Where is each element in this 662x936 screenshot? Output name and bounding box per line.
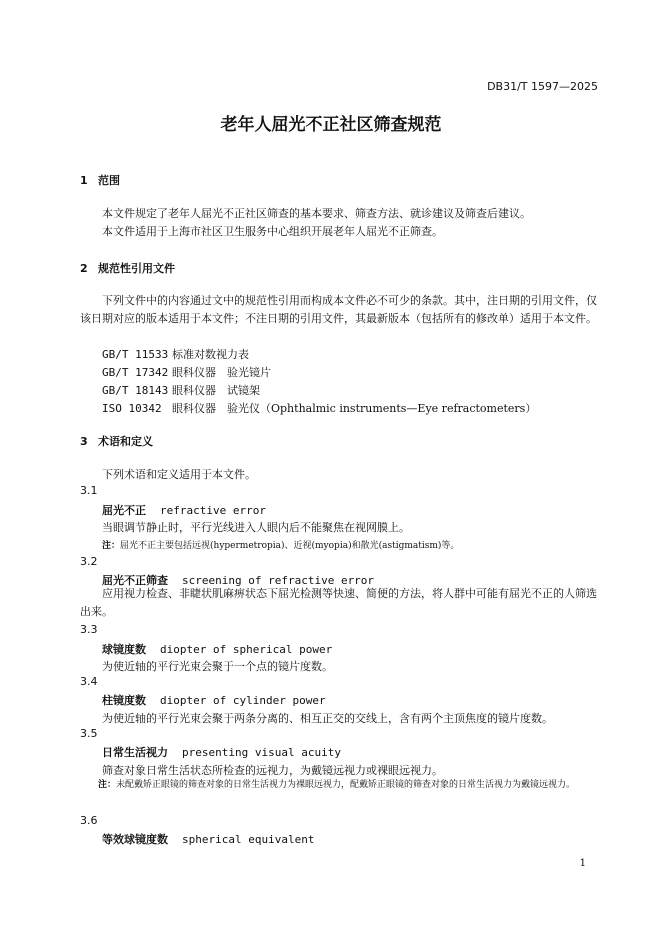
document-number: DB31/T 1597—2025 <box>487 80 598 93</box>
note <box>102 538 459 551</box>
section-number: 1 <box>80 174 88 187</box>
paragraph: 下列文件中的内容通过文中的规范性引用而构成本文件必不可少的条款。其中，注日期的引用文件，仅该日期对应的版本适用于本文件；不注日期的引用文件，其最新版本（包括所有的修改单）适用于本文件。 <box>80 294 597 325</box>
term-en: diopter of cylinder power <box>160 694 326 707</box>
document-title: 老年人屈光不正社区筛查规范 <box>220 115 442 135</box>
reference-code: ISO 10342 <box>102 402 162 415</box>
term-en: presenting visual acuity <box>182 746 341 759</box>
term-number: 3.1 <box>80 484 98 497</box>
term-definition: 当眼调节静止时，平行光线进入人眼内后不能聚焦在视网膜上。 <box>102 521 410 534</box>
page-number: 1 <box>579 858 586 869</box>
term-zh: 屈光不正 <box>102 504 146 517</box>
term-heading <box>102 831 314 847</box>
term-en: diopter of spherical power <box>160 643 333 656</box>
paragraph: 下列术语和定义适用于本文件。 <box>102 468 256 481</box>
term-zh: 日常生活视力 <box>102 746 168 759</box>
reference-title: 标准对数视力表 <box>172 348 249 361</box>
section-2-heading <box>80 260 175 276</box>
term-zh: 等效球镜度数 <box>102 833 168 846</box>
term-heading <box>102 502 266 518</box>
section-3-heading <box>80 433 153 449</box>
term-number: 3.2 <box>80 555 98 568</box>
term-zh: 球镜度数 <box>102 643 146 656</box>
term-number: 3.6 <box>80 814 98 827</box>
term-number: 3.5 <box>80 727 98 740</box>
term-heading <box>102 641 332 657</box>
term-definition: 筛查对象日常生活状态所检查的远视力，为戴镜远视力或裸眼远视力。 <box>102 764 443 777</box>
term-definition: 应用视力检查、非睫状肌麻痹状态下屈光检测等快速、简便的方法，将人群中可能有屈光不正的人筛选出来。 <box>80 587 597 618</box>
term-en: spherical equivalent <box>182 833 315 846</box>
reference-code: GB/T 17342 <box>102 366 169 379</box>
note <box>98 776 602 794</box>
paragraph: 本文件适用于上海市社区卫生服务中心组织开展老年人屈光不正筛查。 <box>102 225 443 238</box>
reference-title: 眼科仪器 验光镜片 <box>172 366 271 379</box>
reference-title: 眼科仪器 试镜架 <box>172 384 260 397</box>
term-heading <box>102 692 326 708</box>
reference-item <box>102 346 249 362</box>
section-title: 规范性引用文件 <box>98 262 175 275</box>
term-heading <box>102 744 341 760</box>
note-label: 注： <box>102 541 121 551</box>
term-en: screening of refractive error <box>182 574 375 587</box>
section-number: 2 <box>80 262 88 275</box>
term-definition: 为使近轴的平行光束会聚于两条分离的、相互正交的交线上，含有两个主顶焦度的镜片度数。 <box>102 712 553 725</box>
paragraph: 本文件规定了老年人屈光不正社区筛查的基本要求、筛查方法、就诊建议及筛查后建议。 <box>102 207 531 220</box>
term-zh: 柱镜度数 <box>102 694 146 707</box>
note-text: 屈光不正主要包括远视(hypermetropia)、近视(myopia)和散光(astigmatism)等。 <box>120 541 460 551</box>
term-zh: 屈光不正筛查 <box>102 574 168 587</box>
term-number: 3.4 <box>80 675 98 688</box>
reference-item <box>102 364 271 380</box>
section-title: 术语和定义 <box>98 435 153 448</box>
reference-item <box>102 400 536 416</box>
term-definition: 为使近轴的平行光束会聚于一个点的镜片度数。 <box>102 660 333 673</box>
reference-code: GB/T 18143 <box>102 384 169 397</box>
section-1-heading <box>80 172 120 188</box>
note-label: 注： <box>98 780 117 790</box>
note-text: 未配戴矫正眼镜的筛查对象的日常生活视力为裸眼远视力，配戴矫正眼镜的筛查对象的日常生活视力为戴镜远视力。 <box>116 780 576 790</box>
term-en: refractive error <box>160 504 266 517</box>
term-number: 3.3 <box>80 623 98 636</box>
reference-item <box>102 382 260 398</box>
reference-title: 眼科仪器 验光仪（Ophthalmic instruments—Eye refractometers） <box>172 402 537 415</box>
reference-code: GB/T 11533 <box>102 348 169 361</box>
section-number: 3 <box>80 435 88 448</box>
section-title: 范围 <box>98 174 120 187</box>
